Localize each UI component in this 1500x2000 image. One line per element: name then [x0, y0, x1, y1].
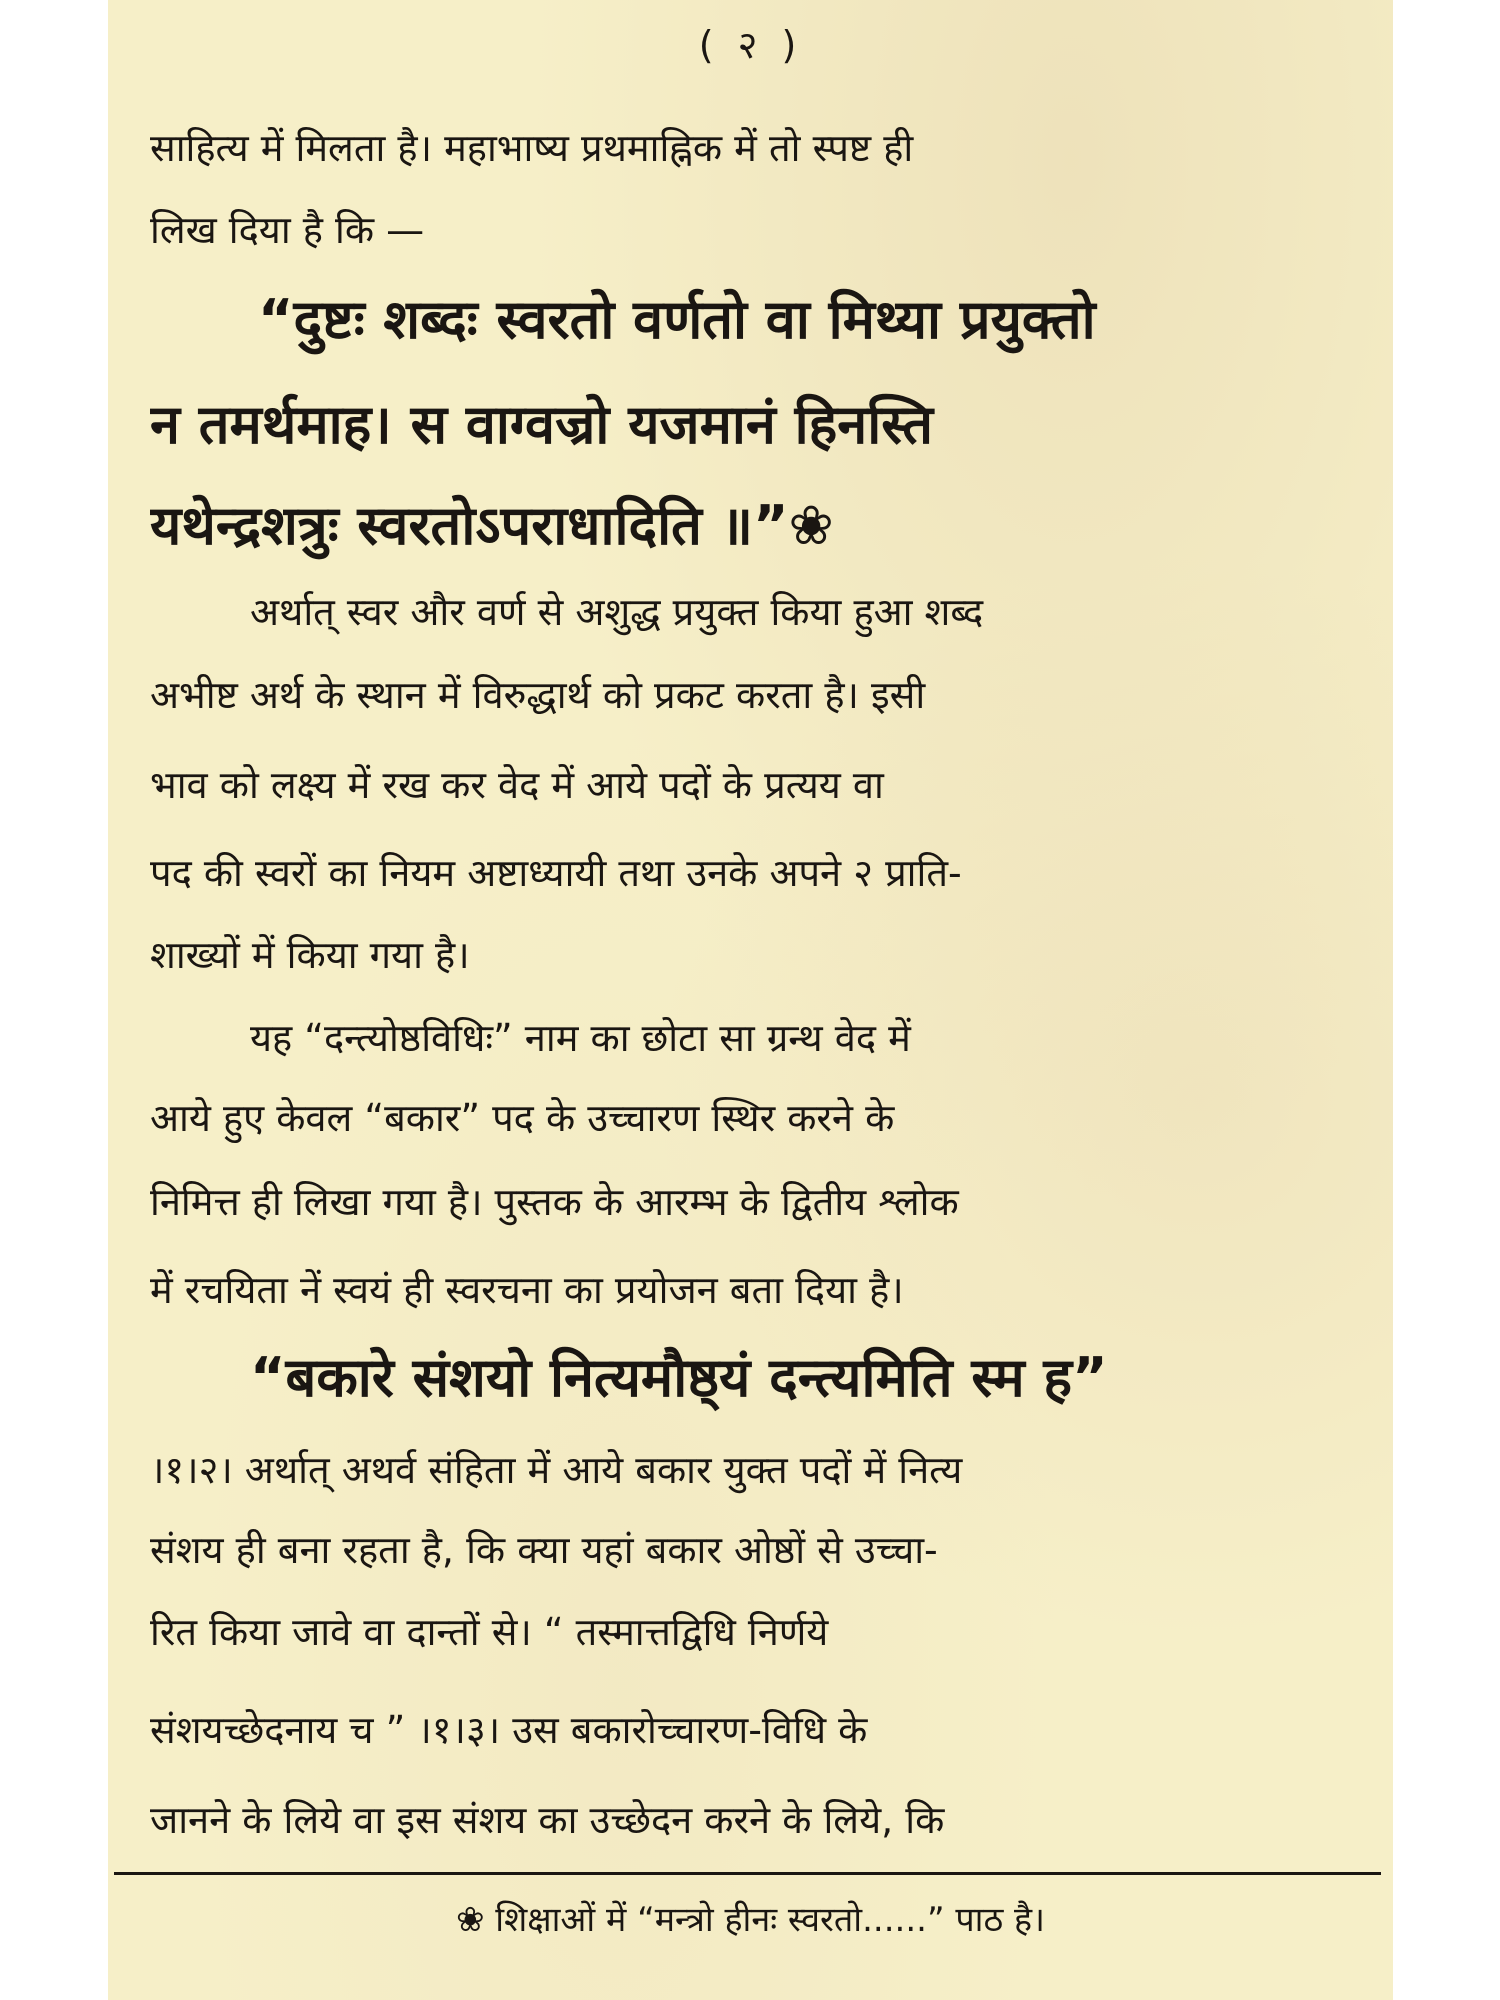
text-line-16: ।१।२। अर्थात् अथर्व संहिता में आये बकार युक्त पदों में नित्य	[150, 1448, 963, 1492]
quote-line-4: “बकारे संशयो नित्यमौष्ठ्यं दन्त्यमिति स्म ह”	[250, 1346, 1108, 1409]
text-line-9: पद की स्वरों का नियम अष्टाध्यायी तथा उनके अपने २ प्राति-	[150, 851, 962, 895]
footnote: ❀ शिक्षाओं में “मन्त्रो हीनः स्वरतो......” पाठ है।	[456, 1900, 1045, 1940]
page-number: ( २ )	[698, 23, 803, 67]
text-line-18: रित किया जावे वा दान्तों से। “ तस्मात्तद्विधि निर्णये	[150, 1610, 829, 1654]
text-line-6: अर्थात् स्वर और वर्ण से अशुद्ध प्रयुक्त किया हुआ शब्द	[250, 590, 984, 634]
body-text	[150, 0, 1351, 1860]
footnote-divider	[114, 1872, 1381, 1875]
text-line-11: यह “दन्त्योष्ठविधिः” नाम का छोटा सा ग्रन्थ वेद में	[250, 1016, 911, 1060]
text-line-17: संशय ही बना रहता है, कि क्या यहां बकार ओष्ठों से उच्चा-	[150, 1528, 938, 1572]
text-line-10: शाख्यों में किया गया है।	[150, 933, 470, 977]
text-line-19: संशयच्छेदनाय च ” ।१।३। उस बकारोच्चारण-विधि के	[150, 1708, 868, 1752]
text-line-7: अभीष्ट अर्थ के स्थान में विरुद्धार्थ को प्रकट करता है। इसी	[150, 673, 926, 717]
text-line-20: जानने के लिये वा इस संशय का उच्छेदन करने के लिये, कि	[150, 1798, 945, 1842]
text-line-8: भाव को लक्ष्य में रख कर वेद में आये पदों के प्रत्यय वा	[150, 763, 884, 807]
text-line-1: साहित्य में मिलता है। महाभाष्य प्रथमाह्निक में तो स्पष्ट ही	[150, 126, 914, 170]
text-line-14: में रचयिता नें स्वयं ही स्वरचना का प्रयोजन बता दिया है।	[150, 1268, 904, 1312]
quote-line-3: यथेन्द्रशत्रुः स्वरतोऽपराधादिति ॥”❀	[150, 494, 834, 557]
quote-line-1: “दुष्टः शब्दः स्वरतो वर्णतो वा मिथ्या प्रयुक्तो	[258, 288, 1096, 351]
text-line-2: लिख दिया है कि —	[150, 208, 425, 252]
text-line-13: निमित्त ही लिखा गया है। पुस्तक के आरम्भ के द्वितीय श्लोक	[150, 1180, 959, 1224]
quote-line-2: न तमर्थमाह। स वाग्वज्रो यजमानं हिनस्ति	[150, 393, 934, 456]
document-page	[108, 0, 1393, 2000]
text-line-12: आये हुए केवल “बकार” पद के उच्चारण स्थिर करने के	[150, 1096, 895, 1140]
